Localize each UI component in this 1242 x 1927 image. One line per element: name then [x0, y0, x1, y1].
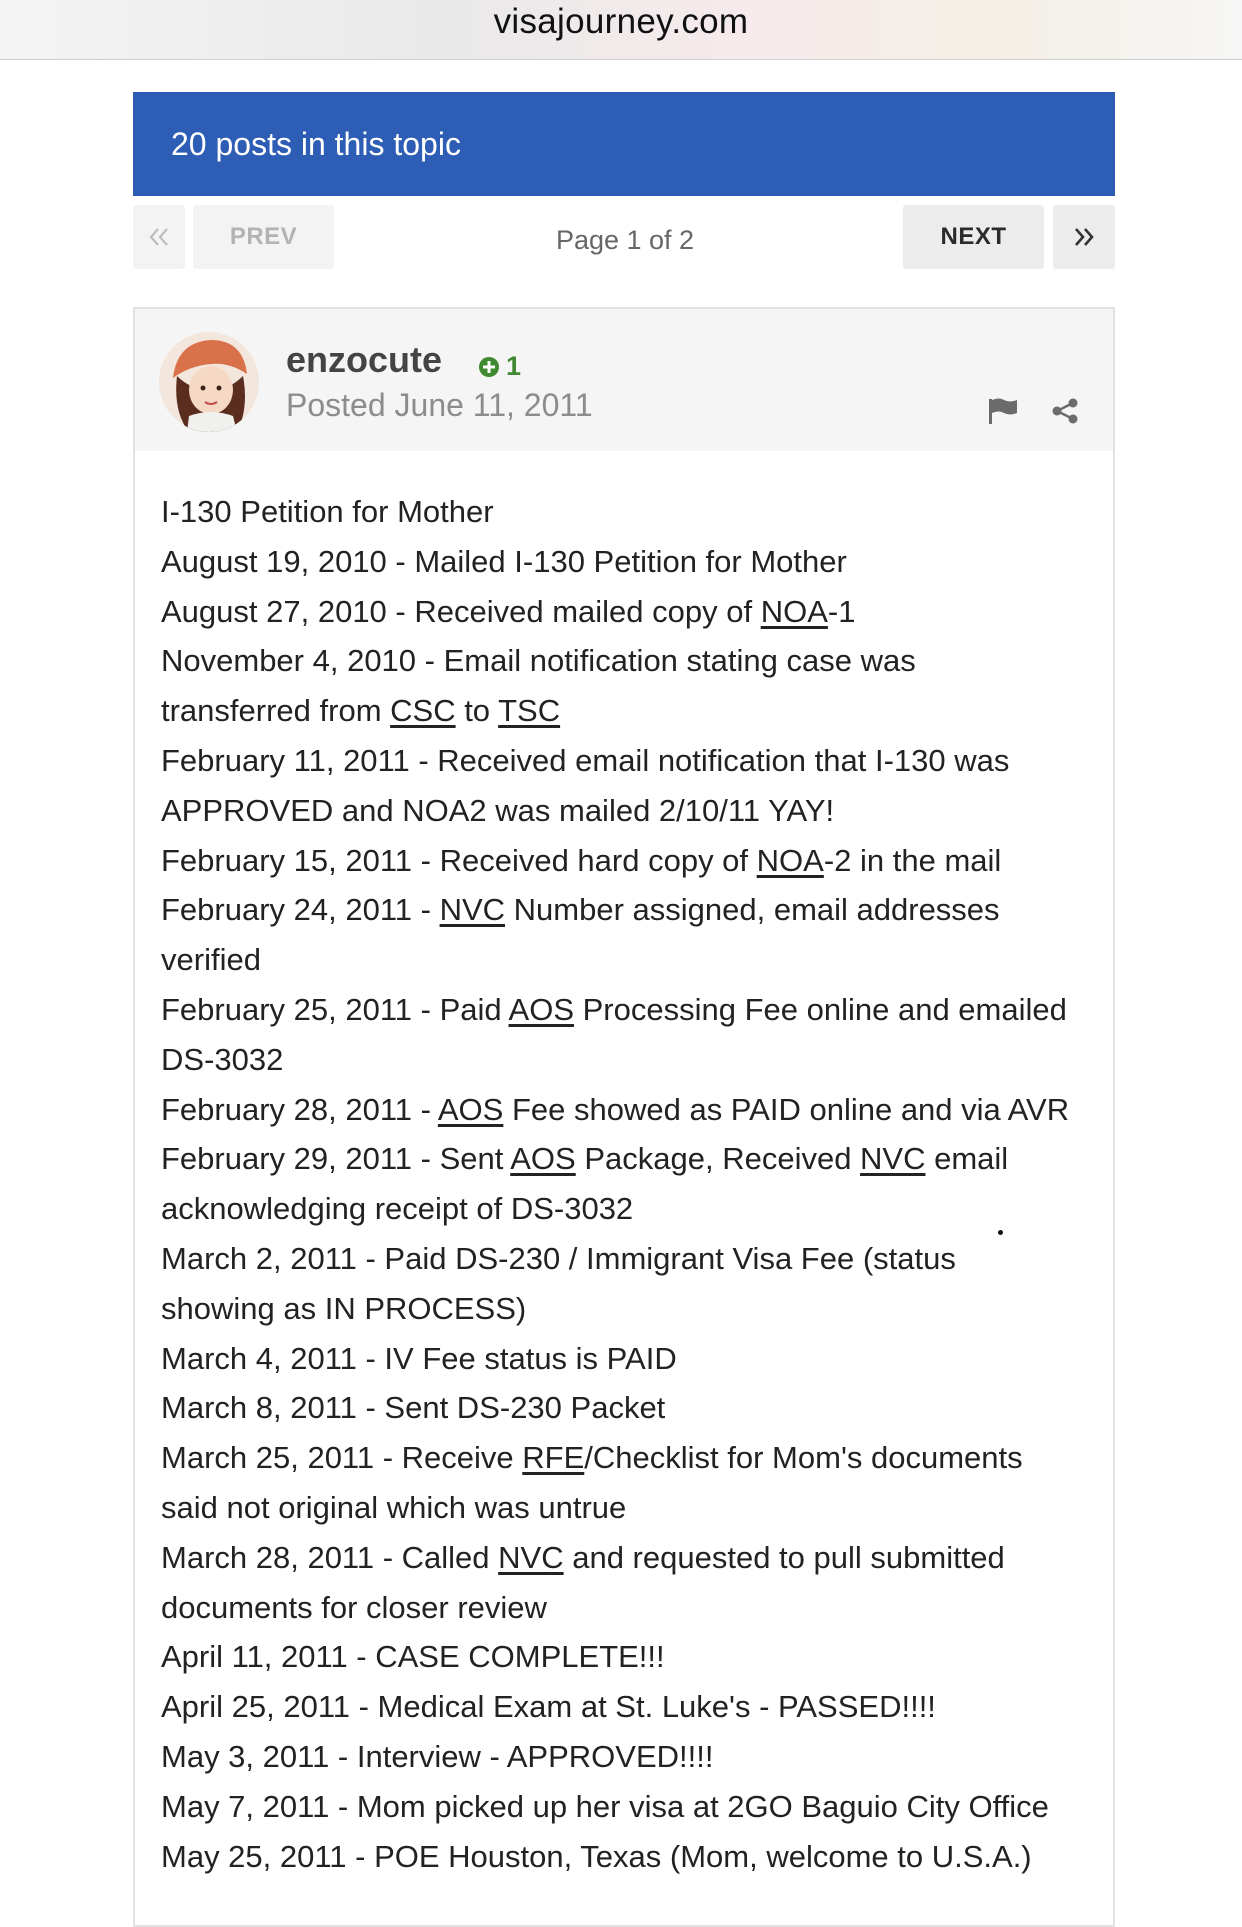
double-chevron-left-icon: [148, 227, 170, 247]
post-text: Number assigned, email addresses: [505, 892, 1000, 928]
post-text: email: [925, 1141, 1009, 1177]
post-text: documents for closer review: [161, 1589, 547, 1625]
post-line: [161, 1583, 1096, 1633]
post-line: [161, 1383, 1096, 1433]
post-line: [161, 836, 1096, 886]
post-text: Fee showed as PAID online and via AVR: [503, 1091, 1070, 1127]
post-text: transferred from: [161, 693, 391, 729]
post-text: DS-3032: [161, 1041, 284, 1077]
stray-dot: [998, 1230, 1003, 1235]
author-name[interactable]: enzocute: [286, 339, 443, 380]
page-info[interactable]: Page 1 of 2: [555, 225, 695, 255]
post-text: March 8, 2011 - Sent DS-230 Packet: [161, 1390, 666, 1426]
post-text: March 2, 2011 - Paid DS-230 / Immigrant Visa Fee (status: [161, 1240, 956, 1276]
post-line: [161, 686, 1096, 736]
post-line: [161, 786, 1096, 836]
avatar-image: [159, 332, 259, 432]
post-line: [161, 1433, 1096, 1483]
post-text: February 29, 2011 - Sent: [161, 1141, 511, 1177]
post-content: [161, 487, 1096, 1881]
report-button[interactable]: [983, 391, 1023, 431]
reputation-badge[interactable]: [478, 351, 521, 382]
post-text: verified: [161, 942, 261, 978]
post-line: [161, 1035, 1096, 1085]
post-text: APPROVED and NOA2 was mailed 2/10/11 YAY!: [161, 792, 835, 828]
post-text: April 25, 2011 - Medical Exam at St. Luke's - PASSED!!!!: [161, 1689, 936, 1725]
post-text: March 25, 2011 - Receive: [161, 1440, 523, 1476]
avatar[interactable]: [159, 332, 259, 432]
post-line: [161, 985, 1096, 1035]
url-text[interactable]: visajourney.com: [493, 2, 749, 41]
post-line: [161, 1483, 1096, 1533]
post-text: February 11, 2011 - Received email notification that I-130 was: [161, 742, 1010, 778]
post-text: November 4, 2010 - Email notification stating case was: [161, 643, 916, 679]
post-text: May 7, 2011 - Mom picked up her visa at 2GO Baguio City Office: [161, 1788, 1049, 1824]
abbreviation-link[interactable]: TSC: [498, 693, 561, 729]
share-button[interactable]: [1045, 391, 1085, 431]
post-text: August 27, 2010 - Received mailed copy of: [161, 593, 761, 629]
next-button[interactable]: NEXT: [903, 205, 1044, 269]
post-text: showing as IN PROCESS): [161, 1290, 527, 1326]
plus-circle-icon: [478, 356, 500, 378]
abbreviation-link[interactable]: AOS: [508, 991, 574, 1027]
topic-header: [133, 92, 1115, 196]
post-text: /Checklist for Mom's documents: [584, 1440, 1023, 1476]
post-line: [161, 885, 1096, 935]
post-line: [161, 1085, 1096, 1135]
abbreviation-link[interactable]: NOA: [756, 842, 824, 878]
post-text: February 24, 2011 -: [161, 892, 440, 928]
reputation-count: 1: [506, 351, 522, 381]
first-page-button[interactable]: [133, 205, 185, 269]
post-line: [161, 935, 1096, 985]
post-line: [161, 487, 1096, 537]
abbreviation-link[interactable]: AOS: [437, 1091, 504, 1127]
post-line: [161, 1134, 1096, 1184]
abbreviation-link[interactable]: NVC: [498, 1539, 564, 1575]
post-line: [161, 1334, 1096, 1384]
post-line: [161, 636, 1096, 686]
abbreviation-link[interactable]: NVC: [860, 1141, 926, 1177]
post-text: -2 in the mail: [823, 842, 1002, 878]
post-line: [161, 537, 1096, 587]
post-text: March 28, 2011 - Called: [161, 1539, 499, 1575]
post-line: [161, 736, 1096, 786]
post-text: -1: [827, 593, 856, 629]
post-text: May 25, 2011 - POE Houston, Texas (Mom, welcome to U.S.A.): [161, 1838, 1032, 1874]
flag-icon: [987, 397, 1019, 425]
share-icon: [1050, 397, 1080, 425]
post-text: February 28, 2011 -: [161, 1091, 438, 1127]
post-text: April 11, 2011 - CASE COMPLETE!!!: [161, 1639, 665, 1675]
post-text: Processing Fee online and emailed: [574, 991, 1067, 1027]
post-line: [161, 1533, 1096, 1583]
abbreviation-link[interactable]: CSC: [390, 693, 456, 729]
address-bar[interactable]: [0, 0, 1242, 60]
post-line: [161, 1632, 1096, 1682]
post-text: to: [455, 693, 499, 729]
post-line: [161, 1682, 1096, 1732]
post-text: February 25, 2011 - Paid: [161, 991, 509, 1027]
prev-button[interactable]: PREV: [193, 205, 334, 269]
post-text: I-130 Petition for Mother: [161, 494, 494, 529]
post-text: May 3, 2011 - Interview - APPROVED!!!!: [161, 1738, 714, 1774]
post-text: acknowledging receipt of DS-3032: [161, 1191, 634, 1227]
post-line: [161, 1184, 1096, 1234]
abbreviation-link[interactable]: AOS: [510, 1141, 576, 1177]
post-text: said not original which was untrue: [161, 1489, 627, 1525]
post-line: [161, 1832, 1096, 1882]
post-line: [161, 1732, 1096, 1782]
post-line: [161, 1284, 1096, 1334]
post-date[interactable]: Posted June 11, 2011: [286, 387, 593, 423]
posts-count: 20 posts in this topic: [171, 126, 461, 162]
abbreviation-link[interactable]: RFE: [522, 1440, 585, 1476]
post-card: [133, 307, 1115, 1927]
last-page-button[interactable]: [1053, 205, 1115, 269]
post-text: Package, Received: [575, 1141, 861, 1177]
post-text: March 4, 2011 - IV Fee status is PAID: [161, 1340, 677, 1376]
post-text: August 19, 2010 - Mailed I-130 Petition for Mother: [161, 543, 847, 579]
double-chevron-right-icon: [1073, 227, 1095, 247]
abbreviation-link[interactable]: NVC: [439, 892, 506, 928]
post-line: [161, 587, 1096, 637]
post-text: February 15, 2011 - Received hard copy of: [161, 842, 757, 878]
abbreviation-link[interactable]: NOA: [760, 593, 828, 629]
post-line: [161, 1234, 1096, 1284]
post-text: and requested to pull submitted: [563, 1539, 1005, 1575]
post-header: [135, 309, 1113, 451]
post-line: [161, 1782, 1096, 1832]
pagination: [133, 205, 1115, 269]
